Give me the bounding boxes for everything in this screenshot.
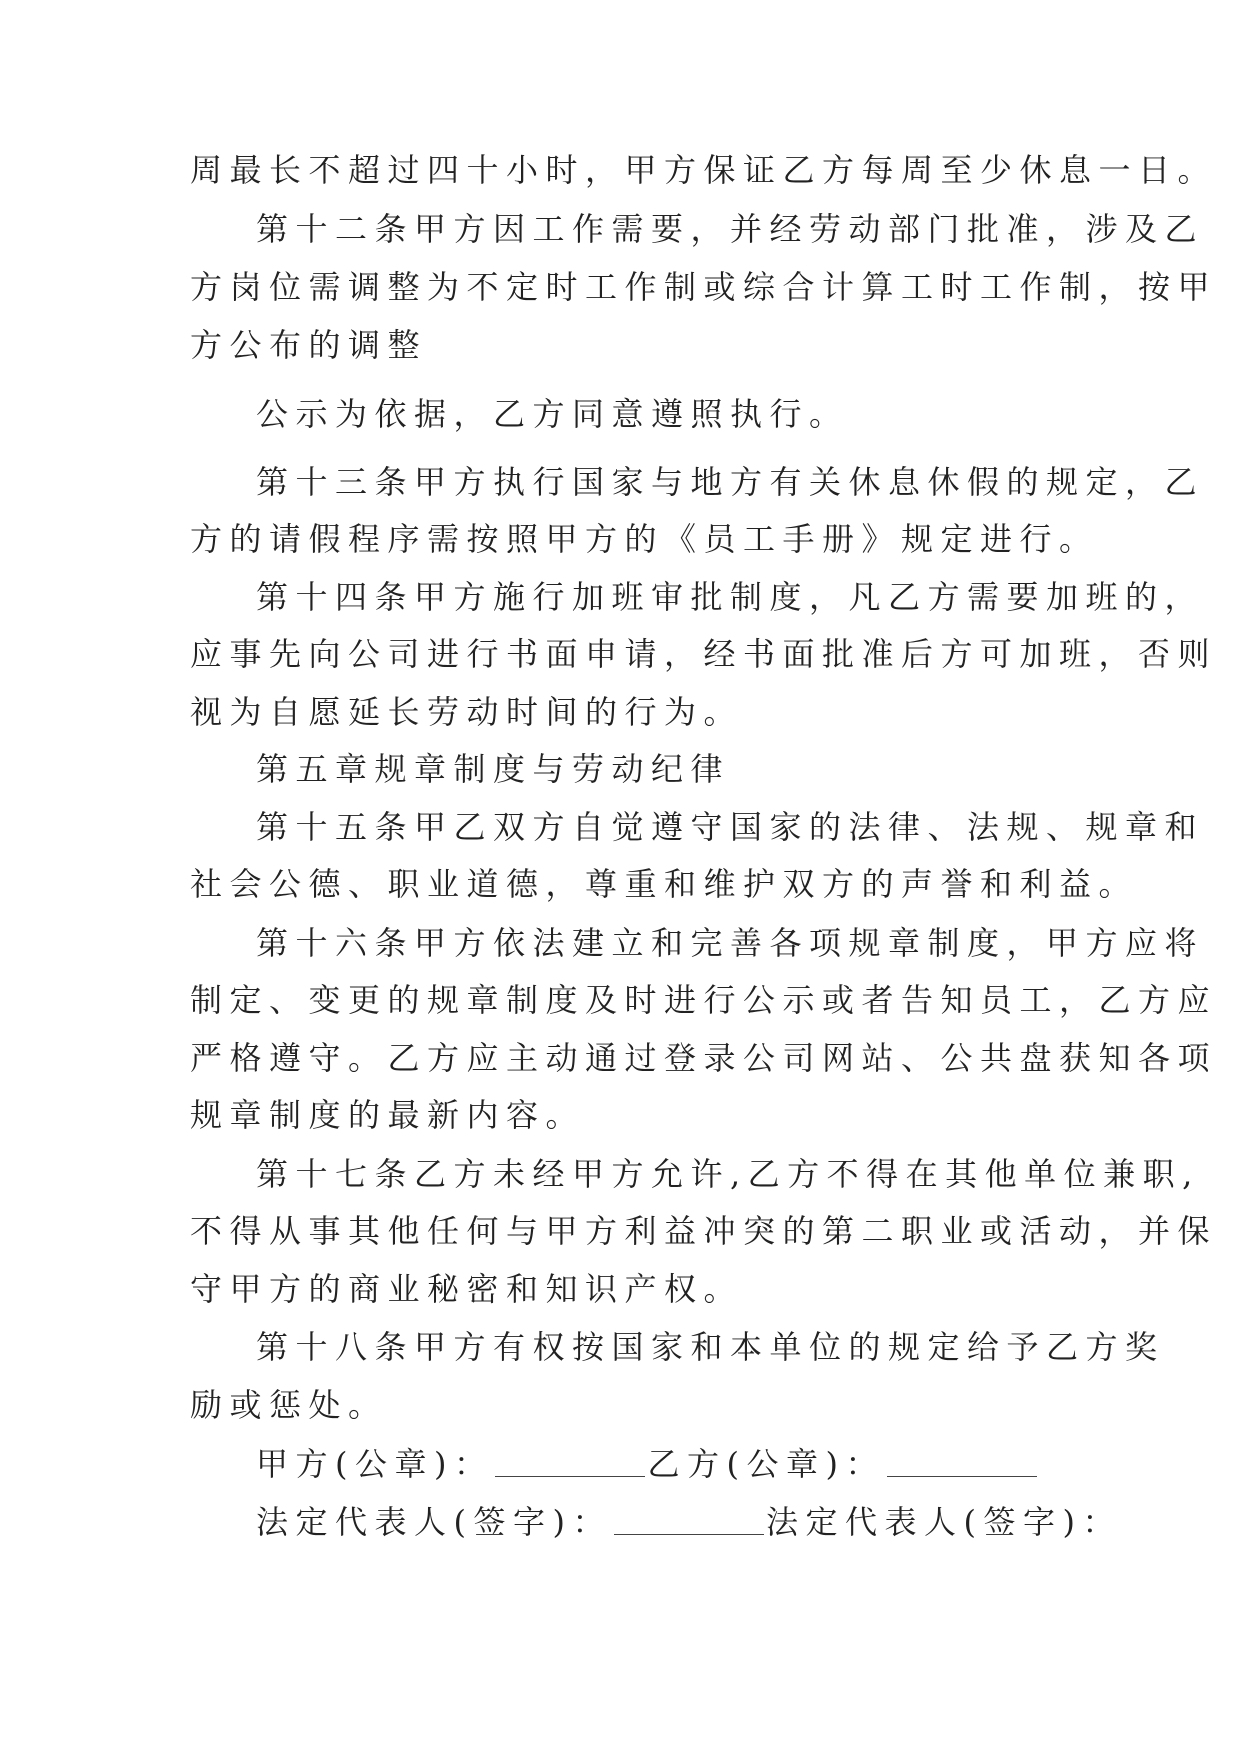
text-line: 规章制度的最新内容。 [190, 1096, 586, 1134]
text-line: 励或惩处。 [190, 1386, 388, 1424]
text-line: 不得从事其他任何与甲方利益冲突的第二职业或活动，并保 [190, 1212, 1218, 1250]
text-line: 第十八条甲方有权按国家和本单位的规定给予乙方奖 [256, 1328, 1165, 1366]
text-line: 方岗位需调整为不定时工作制或综合计算工时工作制，按甲 [190, 268, 1218, 306]
text-line: 应事先向公司进行书面申请，经书面批准后方可加班，否则 [190, 635, 1218, 673]
seal-line [256, 1444, 1039, 1484]
text-line: 社会公德、职业道德，尊重和维护双方的声誉和利益。 [190, 865, 1139, 903]
text-line: 周最长不超过四十小时，甲方保证乙方每周至少休息一日。 [190, 151, 1218, 189]
text-line: 第十二条甲方因工作需要，并经劳动部门批准，涉及乙 [256, 210, 1205, 248]
chapter-heading: 第五章规章制度与劳动纪律 [256, 750, 731, 788]
text-line: 第十七条乙方未经甲方允许,乙方不得在其他单位兼职, [256, 1155, 1200, 1193]
party-b-seal-blank[interactable] [887, 1448, 1037, 1477]
legal-rep-a-label: 法定代表人(签字)： [256, 1503, 612, 1541]
text-line: 公示为依据，乙方同意遵照执行。 [256, 395, 849, 433]
text-line: 第十四条甲方施行加班审批制度，凡乙方需要加班的， [256, 578, 1205, 616]
text-line: 制定、变更的规章制度及时进行公示或者告知员工，乙方应 [190, 981, 1218, 1019]
text-line: 方的请假程序需按照甲方的《员工手册》规定进行。 [190, 520, 1099, 558]
text-line: 严格遵守。乙方应主动通过登录公司网站、公共盘获知各项 [190, 1039, 1218, 1077]
legal-rep-b-label: 法定代表人(签字)： [765, 1503, 1122, 1541]
text-line: 守甲方的商业秘密和知识产权。 [190, 1270, 744, 1308]
signature-line [256, 1502, 1122, 1542]
text-line: 第十六条甲方依法建立和完善各项规章制度，甲方应将 [256, 924, 1205, 962]
text-line: 第十五条甲乙双方自觉遵守国家的法律、法规、规章和 [256, 808, 1205, 846]
party-a-seal-label: 甲方(公章)： [256, 1445, 494, 1483]
text-line: 第十三条甲方执行国家与地方有关休息休假的规定，乙 [256, 463, 1205, 501]
text-line: 方公布的调整 [190, 326, 428, 364]
legal-rep-a-blank[interactable] [614, 1506, 764, 1535]
party-b-seal-label: 乙方(公章)： [647, 1445, 885, 1483]
party-a-seal-blank[interactable] [495, 1448, 645, 1477]
text-line: 视为自愿延长劳动时间的行为。 [190, 693, 744, 731]
